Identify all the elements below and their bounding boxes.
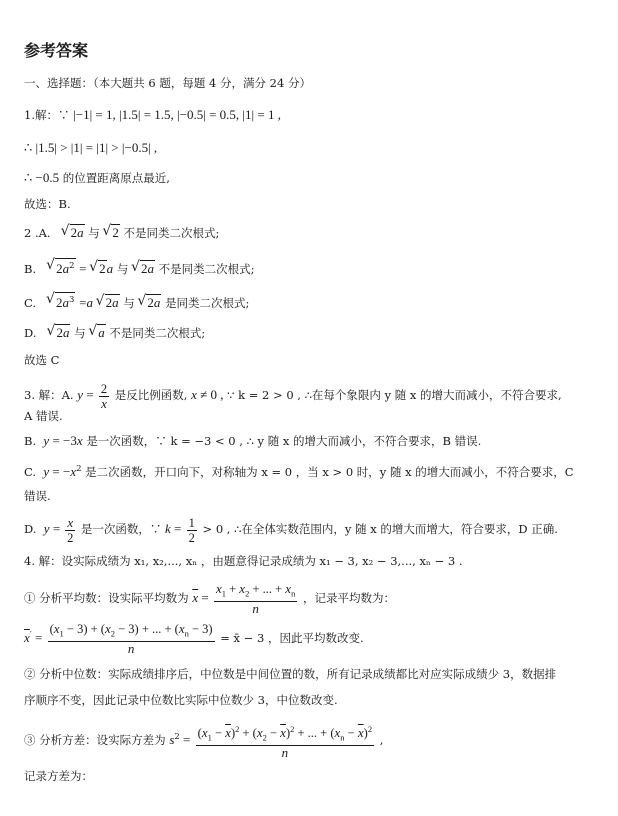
q2-option-b: B. √ $2a^2$ = √ 2a 与 √ 2a 不是同类二次根式; bbox=[24, 258, 255, 277]
q2-a-text: 不是同类二次根式; bbox=[123, 226, 220, 240]
q2-c-radical-3: √ 2a bbox=[146, 294, 161, 311]
q2-d-prefix: D. bbox=[24, 326, 37, 340]
q3-b-prefix: B. bbox=[24, 434, 37, 448]
q4-median-line1: ② 分析中位数：实际成绩排序后，中位数是中间位置的数，所有记录成绩都比对应实际成绩少 3，数据排 bbox=[24, 667, 557, 681]
q2-c-radical-1: √ $2a^3$ bbox=[55, 292, 75, 311]
q2-c-prefix: C. bbox=[24, 295, 37, 310]
q1-nearest-value: ∴ −0.5 bbox=[24, 170, 60, 185]
q2-c-radical-2: √ 2a bbox=[105, 294, 120, 311]
q3-a-result: A 错误. bbox=[24, 409, 63, 423]
q2-a-with: 与 bbox=[88, 226, 100, 240]
q4-var-label: ③ 分析方差：设实际方差为 bbox=[24, 732, 166, 747]
q2-b-with: 与 bbox=[116, 261, 129, 276]
q2-b-radical-2: √ 2 bbox=[98, 260, 107, 277]
q2-a-prefix: 2 .A. bbox=[24, 226, 51, 240]
q1-line2: ∴ |1.5| > |1| = |1| > |−0.5| , bbox=[24, 140, 158, 155]
q3-d-k-fraction: $\frac{1}{2}$ bbox=[188, 515, 195, 545]
q1-prefix: 1.解：∵ bbox=[24, 108, 70, 122]
q4-record-mean: $\overline{x}'$ = $\frac{(x_1 - 3) + (x_2 - 3) + ... + (x_n - 3)}{n}$ = x̄ − 3 ，因此平均数改变. bbox=[24, 621, 364, 656]
q3-d-text1: 是一次函数，∵ bbox=[80, 522, 162, 536]
q2-c-with: 与 bbox=[123, 295, 135, 310]
q4-variance: ③ 分析方差：设实际方差为 $s^2$ = $\frac{(x_1 - \overline{x})^2 + (x_2 - \overline{x})^2 + ... + (x_n - \overline{x})^2}{n}$ , bbox=[24, 724, 384, 760]
q2-d-with: 与 bbox=[74, 326, 86, 340]
q3-a-fraction: $\frac{2}{x}$ bbox=[100, 381, 108, 411]
q2-b-text: 不是同类二次根式; bbox=[158, 261, 255, 276]
q3-option-c: C. $y = -x^2$ 是二次函数，开口向下，对称轴为 x = 0 ，当 x > 0 时，y 随 x 的增大而减小，不符合要求，C bbox=[24, 463, 574, 479]
q3-a-text1: 是反比例函数, bbox=[114, 388, 188, 402]
q2-d-radical-2: √ a bbox=[97, 324, 106, 341]
q2-a-radical-2: √ 2 bbox=[111, 224, 120, 241]
q3-d-text2: > 0 , ∴在全体实数范围内，y 随 x 的增大而增大，符合要求，D 正确. bbox=[202, 522, 558, 536]
q4-mean-result: = x̄ − 3 ，因此平均数改变. bbox=[220, 630, 364, 645]
q2-option-a bbox=[24, 224, 219, 241]
q4-intro: 4. 解：设实际成绩为 x₁, x₂,..., xₙ ，由题意得记录成绩为 x₁ − 3, x₂ − 3,..., xₙ − 3 . bbox=[24, 554, 463, 568]
q2-d-text: 不是同类二次根式; bbox=[109, 326, 206, 340]
section-heading: 一、选择题：（本大题共 6 题，每题 4 分，满分 24 分） bbox=[24, 76, 311, 90]
q4-record-variance-label: 记录方差为： bbox=[24, 769, 93, 783]
q3-c-result: 错误. bbox=[24, 489, 51, 503]
q4-var-tail: , bbox=[379, 732, 384, 747]
q4-mean: ① 分析平均数：设实际平均数为 $\overline{x}$ = $\frac{x_1 + x_2 + ... + x_n}{n}$ ，记录平均数为： bbox=[24, 581, 395, 616]
q3-b-text: 是一次函数，∵ k = −3 < 0 , ∴ y 随 x 的增大而减小，不符合要求，B 错误. bbox=[86, 434, 482, 448]
q3-c-prefix: C. bbox=[24, 464, 37, 479]
q3-d-fraction: $\frac{x}{2}$ bbox=[67, 514, 74, 545]
q4-mean-fraction: $\frac{x_1 + x_2 + ... + x_n}{n}$ bbox=[215, 581, 296, 616]
q2-b-prefix: B. bbox=[24, 261, 37, 276]
q1-nearest-text: 的位置距离原点最近, bbox=[62, 171, 170, 185]
q3-c-text: 是二次函数，开口向下，对称轴为 x = 0 ，当 x > 0 时，y 随 x 的增大而减小，不符合要求，C bbox=[85, 464, 574, 479]
q1-line1 bbox=[24, 107, 281, 123]
q2-c-text: 是同类二次根式; bbox=[165, 295, 250, 310]
q4-variance-fraction: $\frac{(x_1 - \overline{x})^2 + (x_2 - \overline{x})^2 + ... + (x_n - \overline{x})^2}{n}$ bbox=[197, 724, 373, 760]
q3-a-prefix: 3. 解：A. bbox=[24, 388, 74, 402]
q1-line3 bbox=[24, 170, 170, 186]
q3-a-text2: ∵ k = 2 > 0 , ∴在每个象限内 y 随 x 的增大而减小，不符合要求, bbox=[227, 388, 562, 402]
q2-a-radical-1: √ 2a bbox=[70, 224, 85, 241]
q1-abs-values: |−1| = 1, |1.5| = 1.5, |−0.5| = 0.5, |1| = 1 , bbox=[73, 107, 281, 122]
q4-mean-label: ① 分析平均数：设实际平均数为 bbox=[24, 590, 189, 605]
q3-option-d: D. y = $\frac{x}{2}$ 是一次函数，∵ k = $\frac{1}{2}$ > 0 , ∴在全体实数范围内，y 随 x 的增大而增大，符合要求，D 正确. bbox=[24, 514, 558, 545]
page-title: 参考答案 bbox=[24, 41, 89, 60]
q2-choice: 故选 C bbox=[24, 353, 60, 367]
q2-option-c: C. √ $2a^3 =a$ √ 2a 与 √ 2a 是同类二次根式; bbox=[24, 292, 249, 311]
q2-b-radical-1: √ $2a^2$ bbox=[55, 258, 75, 277]
q2-option-d bbox=[24, 324, 205, 341]
q3-option-a: 3. 解：A. y = $\frac{2}{x}$ 是反比例函数, x ≠ 0 , ∵ k = 2 > 0 , ∴在每个象限内 y 随 x 的增大而减小，不符合要求, bbox=[24, 381, 562, 411]
q1-choice: 故选：B. bbox=[24, 197, 71, 211]
q4-median-line2: 序顺序不变，因此记录中位数比实际中位数少 3，中位数改变. bbox=[24, 693, 338, 707]
q4-record-mean-fraction: $\frac{(x_1 - 3) + (x_2 - 3) + ... + (x_n - 3)}{n}$ bbox=[49, 621, 213, 656]
q2-d-radical-1: √ 2a bbox=[55, 324, 70, 341]
q2-b-radical-3: √ 2a bbox=[140, 260, 155, 277]
q4-mean-tail: ，记录平均数为： bbox=[302, 590, 395, 605]
q3-d-prefix: D. bbox=[24, 522, 37, 536]
q3-option-b: B. y = −3x 是一次函数，∵ k = −3 < 0 , ∴ y 随 x 的增大而减小，不符合要求，B 错误. bbox=[24, 433, 482, 448]
